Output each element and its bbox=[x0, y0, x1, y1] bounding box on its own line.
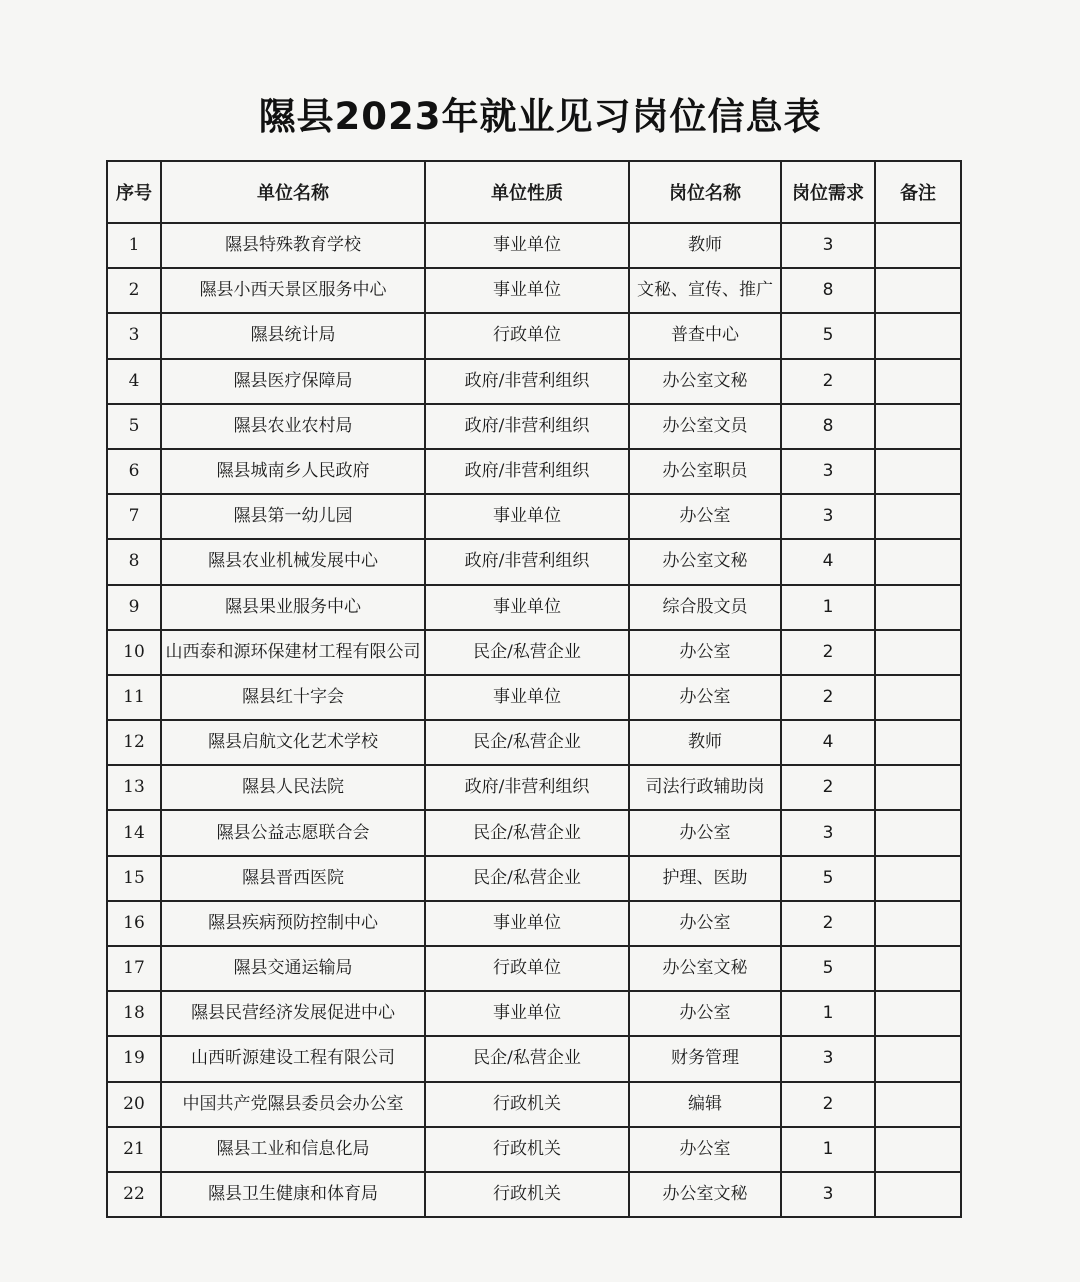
table-row bbox=[107, 675, 961, 720]
cell-position-demand: 4 bbox=[781, 539, 875, 584]
cell-unit-name: 中国共产党隰县委员会办公室 bbox=[161, 1082, 425, 1127]
table-row bbox=[107, 1082, 961, 1127]
cell-position-name: 办公室 bbox=[629, 901, 781, 946]
cell-note bbox=[875, 765, 961, 810]
cell-position-name: 普查中心 bbox=[629, 313, 781, 358]
cell-seq: 19 bbox=[107, 1036, 161, 1081]
cell-unit-nature: 事业单位 bbox=[425, 223, 629, 268]
cell-unit-name: 隰县农业机械发展中心 bbox=[161, 539, 425, 584]
cell-note bbox=[875, 810, 961, 855]
cell-seq: 3 bbox=[107, 313, 161, 358]
cell-seq: 12 bbox=[107, 720, 161, 765]
cell-unit-nature: 民企/私营企业 bbox=[425, 720, 629, 765]
cell-position-demand: 2 bbox=[781, 359, 875, 404]
cell-position-name: 办公室文秘 bbox=[629, 539, 781, 584]
cell-position-demand: 2 bbox=[781, 765, 875, 810]
cell-unit-name: 隰县小西天景区服务中心 bbox=[161, 268, 425, 313]
cell-note bbox=[875, 1172, 961, 1217]
cell-unit-name: 隰县红十字会 bbox=[161, 675, 425, 720]
cell-unit-nature: 政府/非营利组织 bbox=[425, 449, 629, 494]
cell-note bbox=[875, 585, 961, 630]
cell-seq: 17 bbox=[107, 946, 161, 991]
cell-position-name: 财务管理 bbox=[629, 1036, 781, 1081]
cell-seq: 11 bbox=[107, 675, 161, 720]
cell-position-name: 办公室文秘 bbox=[629, 1172, 781, 1217]
cell-position-name: 办公室 bbox=[629, 1127, 781, 1172]
document-title: 隰县2023年就业见习岗位信息表 bbox=[258, 95, 822, 138]
cell-position-demand: 3 bbox=[781, 1036, 875, 1081]
table-row bbox=[107, 991, 961, 1036]
cell-position-demand: 2 bbox=[781, 630, 875, 675]
cell-unit-name: 隰县民营经济发展促进中心 bbox=[161, 991, 425, 1036]
cell-position-demand: 8 bbox=[781, 268, 875, 313]
table-row bbox=[107, 1127, 961, 1172]
cell-unit-nature: 行政机关 bbox=[425, 1127, 629, 1172]
cell-unit-name: 隰县人民法院 bbox=[161, 765, 425, 810]
positions-table bbox=[106, 160, 962, 1218]
cell-note bbox=[875, 901, 961, 946]
table-row bbox=[107, 404, 961, 449]
cell-unit-nature: 政府/非营利组织 bbox=[425, 765, 629, 810]
cell-seq: 8 bbox=[107, 539, 161, 584]
table-body bbox=[107, 223, 961, 1217]
table-row bbox=[107, 946, 961, 991]
cell-note bbox=[875, 1127, 961, 1172]
table-row bbox=[107, 539, 961, 584]
cell-unit-nature: 民企/私营企业 bbox=[425, 630, 629, 675]
cell-unit-name: 隰县特殊教育学校 bbox=[161, 223, 425, 268]
cell-position-demand: 3 bbox=[781, 494, 875, 539]
cell-note bbox=[875, 720, 961, 765]
cell-position-demand: 4 bbox=[781, 720, 875, 765]
header-position-demand: 岗位需求 bbox=[781, 161, 875, 223]
header-unit-name: 单位名称 bbox=[161, 161, 425, 223]
cell-note bbox=[875, 359, 961, 404]
table-row bbox=[107, 1036, 961, 1081]
cell-position-name: 文秘、宣传、推广 bbox=[629, 268, 781, 313]
cell-unit-nature: 政府/非营利组织 bbox=[425, 539, 629, 584]
cell-unit-name: 隰县启航文化艺术学校 bbox=[161, 720, 425, 765]
cell-position-demand: 1 bbox=[781, 585, 875, 630]
cell-seq: 7 bbox=[107, 494, 161, 539]
cell-unit-name: 隰县公益志愿联合会 bbox=[161, 810, 425, 855]
cell-seq: 5 bbox=[107, 404, 161, 449]
cell-note bbox=[875, 946, 961, 991]
table-row bbox=[107, 810, 961, 855]
cell-unit-nature: 政府/非营利组织 bbox=[425, 359, 629, 404]
cell-unit-nature: 事业单位 bbox=[425, 268, 629, 313]
cell-unit-nature: 事业单位 bbox=[425, 901, 629, 946]
cell-seq: 9 bbox=[107, 585, 161, 630]
cell-unit-name: 隰县统计局 bbox=[161, 313, 425, 358]
table-row bbox=[107, 720, 961, 765]
cell-note bbox=[875, 1036, 961, 1081]
cell-unit-name: 隰县第一幼儿园 bbox=[161, 494, 425, 539]
cell-note bbox=[875, 223, 961, 268]
cell-position-name: 办公室文员 bbox=[629, 404, 781, 449]
cell-note bbox=[875, 856, 961, 901]
cell-unit-name: 隰县医疗保障局 bbox=[161, 359, 425, 404]
cell-unit-nature: 民企/私营企业 bbox=[425, 1036, 629, 1081]
cell-seq: 1 bbox=[107, 223, 161, 268]
cell-position-demand: 3 bbox=[781, 223, 875, 268]
cell-position-demand: 5 bbox=[781, 313, 875, 358]
cell-position-name: 司法行政辅助岗 bbox=[629, 765, 781, 810]
cell-unit-name: 山西昕源建设工程有限公司 bbox=[161, 1036, 425, 1081]
cell-position-name: 教师 bbox=[629, 223, 781, 268]
cell-position-demand: 3 bbox=[781, 449, 875, 494]
cell-position-demand: 2 bbox=[781, 1082, 875, 1127]
cell-unit-nature: 事业单位 bbox=[425, 991, 629, 1036]
cell-unit-name: 隰县卫生健康和体育局 bbox=[161, 1172, 425, 1217]
cell-note bbox=[875, 313, 961, 358]
table-row bbox=[107, 630, 961, 675]
cell-note bbox=[875, 494, 961, 539]
cell-unit-nature: 行政机关 bbox=[425, 1172, 629, 1217]
header-position-name: 岗位名称 bbox=[629, 161, 781, 223]
cell-position-demand: 1 bbox=[781, 1127, 875, 1172]
cell-position-name: 综合股文员 bbox=[629, 585, 781, 630]
table-row bbox=[107, 359, 961, 404]
cell-position-name: 办公室职员 bbox=[629, 449, 781, 494]
cell-seq: 6 bbox=[107, 449, 161, 494]
cell-unit-name: 隰县工业和信息化局 bbox=[161, 1127, 425, 1172]
cell-unit-nature: 政府/非营利组织 bbox=[425, 404, 629, 449]
cell-unit-nature: 事业单位 bbox=[425, 585, 629, 630]
cell-seq: 13 bbox=[107, 765, 161, 810]
cell-seq: 4 bbox=[107, 359, 161, 404]
cell-unit-name: 隰县农业农村局 bbox=[161, 404, 425, 449]
table-row bbox=[107, 901, 961, 946]
table-header-row bbox=[107, 161, 961, 223]
cell-position-name: 编辑 bbox=[629, 1082, 781, 1127]
header-unit-nature: 单位性质 bbox=[425, 161, 629, 223]
header-note: 备注 bbox=[875, 161, 961, 223]
cell-seq: 20 bbox=[107, 1082, 161, 1127]
cell-position-demand: 5 bbox=[781, 946, 875, 991]
cell-unit-name: 山西泰和源环保建材工程有限公司 bbox=[161, 630, 425, 675]
table-row bbox=[107, 268, 961, 313]
cell-seq: 21 bbox=[107, 1127, 161, 1172]
cell-unit-name: 隰县城南乡人民政府 bbox=[161, 449, 425, 494]
table-row bbox=[107, 313, 961, 358]
cell-position-name: 办公室文秘 bbox=[629, 946, 781, 991]
table-row bbox=[107, 1172, 961, 1217]
table-row bbox=[107, 856, 961, 901]
cell-seq: 2 bbox=[107, 268, 161, 313]
cell-note bbox=[875, 1082, 961, 1127]
cell-position-name: 护理、医助 bbox=[629, 856, 781, 901]
cell-note bbox=[875, 268, 961, 313]
cell-position-name: 办公室文秘 bbox=[629, 359, 781, 404]
cell-position-name: 办公室 bbox=[629, 630, 781, 675]
cell-note bbox=[875, 539, 961, 584]
cell-unit-name: 隰县晋西医院 bbox=[161, 856, 425, 901]
cell-unit-nature: 民企/私营企业 bbox=[425, 810, 629, 855]
table-row bbox=[107, 765, 961, 810]
cell-unit-nature: 行政机关 bbox=[425, 1082, 629, 1127]
cell-note bbox=[875, 404, 961, 449]
cell-note bbox=[875, 675, 961, 720]
cell-note bbox=[875, 630, 961, 675]
cell-position-demand: 3 bbox=[781, 810, 875, 855]
cell-unit-name: 隰县果业服务中心 bbox=[161, 585, 425, 630]
cell-position-demand: 8 bbox=[781, 404, 875, 449]
cell-note bbox=[875, 991, 961, 1036]
table-row bbox=[107, 449, 961, 494]
cell-position-demand: 2 bbox=[781, 901, 875, 946]
cell-seq: 10 bbox=[107, 630, 161, 675]
cell-seq: 18 bbox=[107, 991, 161, 1036]
cell-position-demand: 2 bbox=[781, 675, 875, 720]
cell-unit-nature: 行政单位 bbox=[425, 946, 629, 991]
cell-unit-name: 隰县交通运输局 bbox=[161, 946, 425, 991]
table-row bbox=[107, 585, 961, 630]
cell-unit-nature: 事业单位 bbox=[425, 494, 629, 539]
cell-position-name: 办公室 bbox=[629, 494, 781, 539]
cell-unit-nature: 行政单位 bbox=[425, 313, 629, 358]
cell-seq: 14 bbox=[107, 810, 161, 855]
cell-unit-nature: 民企/私营企业 bbox=[425, 856, 629, 901]
cell-seq: 16 bbox=[107, 901, 161, 946]
cell-unit-nature: 事业单位 bbox=[425, 675, 629, 720]
cell-seq: 15 bbox=[107, 856, 161, 901]
table-row bbox=[107, 223, 961, 268]
cell-position-name: 办公室 bbox=[629, 810, 781, 855]
header-seq: 序号 bbox=[107, 161, 161, 223]
table-row bbox=[107, 494, 961, 539]
cell-seq: 22 bbox=[107, 1172, 161, 1217]
cell-note bbox=[875, 449, 961, 494]
cell-unit-name: 隰县疾病预防控制中心 bbox=[161, 901, 425, 946]
cell-position-name: 教师 bbox=[629, 720, 781, 765]
cell-position-demand: 3 bbox=[781, 1172, 875, 1217]
cell-position-demand: 5 bbox=[781, 856, 875, 901]
cell-position-demand: 1 bbox=[781, 991, 875, 1036]
cell-position-name: 办公室 bbox=[629, 675, 781, 720]
cell-position-name: 办公室 bbox=[629, 991, 781, 1036]
